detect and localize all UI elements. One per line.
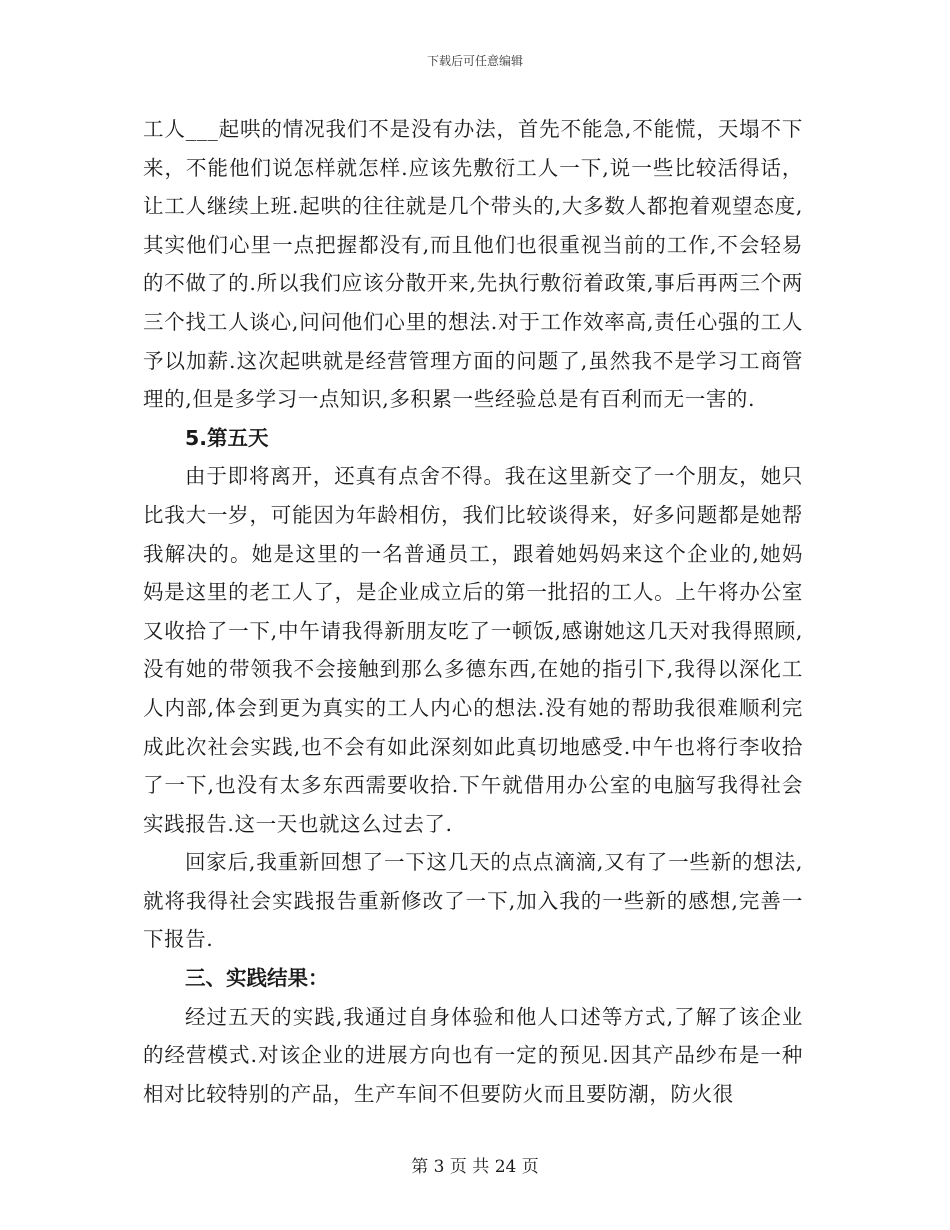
paragraph-after-return: 回家后,我重新回想了一下这几天的点点滴滴,又有了一些新的想法,就将我得社会实践报告重新修改了一下,加入我的一些新的感想,完善一下报告. (143, 850, 803, 952)
section-heading-day-five: 5.第五天 (185, 425, 269, 450)
section-heading-results: 三、实践结果： (185, 966, 329, 991)
document-body (143, 110, 803, 1113)
paragraph-workers-protest: 工人___起哄的情况我们不是没有办法，首先不能急,不能慌，天塌不下来，不能他们说怎样就怎样.应该先敷衍工人一下,说一些比较活得话，让工人继续上班.起哄的往往就是几个带头的,大多数人都抱着观望态度,其实他们心里一点把握都没有,而且他们也很重视当前的工作,不会轻易的不做了的.所以我们应该分散开来,先执行敷衍着政策,事后再两三个两三个找工人谈心,问问他们心里的想法.对于工作效率高,责任心强的工人予以加薪.这次起哄就是经营管理方面的问题了,虽然我不是学习工商管理的,但是多学习一点知识,多积累一些经验总是有百利而无一害的. (143, 117, 803, 412)
page-header: 下载后可任意编辑 (426, 54, 523, 68)
paragraph-results: 经过五天的实践,我通过自身体验和他人口述等方式,了解了该企业的经营模式.对该企业的进展方向也有一定的预见.因其产品纱布是一种相对比较特别的产品，生产车间不但要防火而且要防潮，防火很 (143, 1004, 803, 1106)
paragraph-day-five: 由于即将离开，还真有点舍不得。我在这里新交了一个朋友，她只比我大一岁，可能因为年龄相仿，我们比较谈得来，好多问题都是她帮我解决的。她是这里的一名普通员工，跟着她妈妈来这个企业的,她妈妈是这里的老工人了，是企业成立后的第一批招的工人。上午将办公室又收拾了一下,中午请我得新朋友吃了一顿饭,感谢她这几天对我得照顾,没有她的带领我不会接触到那么多德东西,在她的指引下,我得以深化工人内部,体会到更为真实的工人内心的想法.没有她的帮助我很难顺利完成此次社会实践,也不会有如此深刻如此真切地感受.中午也将行李收拾了一下,也没有太多东西需要收拾.下午就借用办公室的电脑写我得社会实践报告.这一天也就这么过去了. (143, 464, 803, 836)
page-number-footer: 第 3 页 共 24 页 (411, 1157, 539, 1177)
